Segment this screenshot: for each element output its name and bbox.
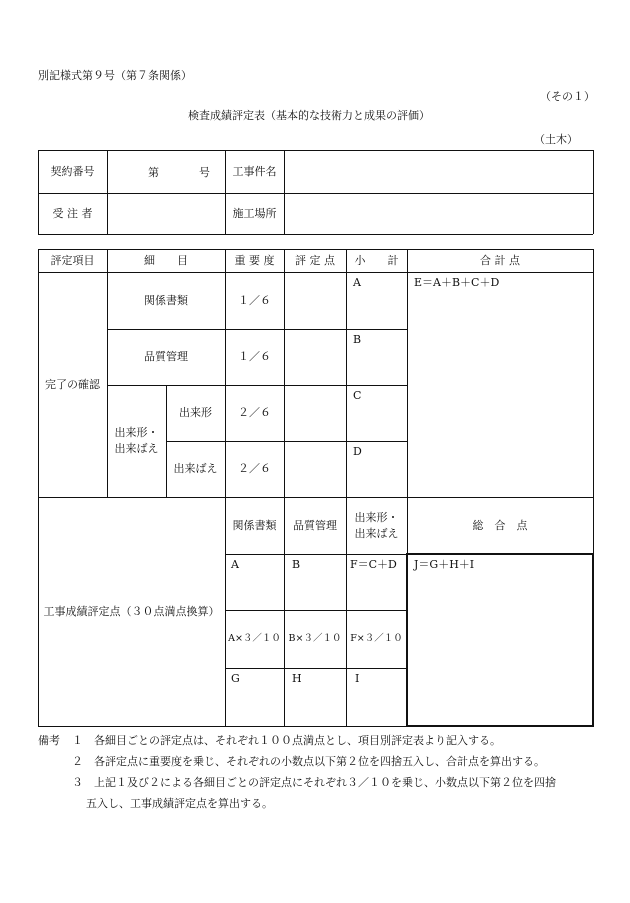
note-number: １	[72, 734, 83, 747]
summary-letter-f: F＝C＋D	[350, 558, 397, 571]
contract-number-label: 契約番号	[50, 164, 95, 178]
multiplier-a: A×３／１０	[228, 633, 281, 645]
construction-score-label: 工事成績評定点（３０点満点換算）	[43, 604, 220, 618]
detail-appearance: 出来ばえ	[173, 462, 218, 476]
subtotal-c: C	[353, 389, 362, 402]
summary-header-quality: 品質管理	[293, 518, 337, 532]
summary-letter-a: A	[231, 558, 239, 571]
overall-score-box[interactable]	[406, 553, 594, 727]
detail-form-appearance-group: 出来形・ 出来ばえ	[114, 426, 159, 455]
header-score: 評 定 点	[295, 253, 335, 267]
header-total: 合 計 点	[480, 253, 520, 267]
site-label: 施工場所	[232, 206, 277, 220]
header-weight: 重 要 度	[234, 253, 275, 267]
table-line	[38, 150, 593, 151]
table-line	[107, 150, 108, 234]
detail-quality: 品質管理	[144, 350, 188, 364]
weight-quality: １／６	[238, 350, 271, 364]
weight-form: ２／６	[238, 406, 271, 420]
note-continuation: 五入し、工事成績評定点を算出する。	[86, 797, 273, 810]
contract-suffix: 号	[199, 166, 210, 179]
project-name-label: 工事件名	[232, 164, 277, 178]
note-text: 各評定点に重要度を乗じ、それぞれの小数点以下第２位を四捨五入し、合計点を算出する。	[94, 755, 545, 768]
subtotal-a: A	[353, 276, 361, 289]
summary-letter-b: B	[292, 558, 301, 571]
overall-formula: J＝G＋H＋I	[414, 558, 475, 571]
form-number: 別記様式第９号（第７条関係）	[38, 69, 192, 82]
result-g: G	[231, 672, 240, 685]
table-line	[346, 249, 347, 497]
contractor-label: 受 注 者	[52, 206, 93, 220]
table-line	[38, 234, 593, 235]
category-label: （土木）	[534, 133, 578, 146]
note-text: 上記１及び２による各細目ごとの評定点にそれぞれ３／１０を乗じ、小数点以下第２位を四捨	[94, 776, 556, 789]
table-line	[284, 150, 285, 234]
table-line	[284, 249, 285, 497]
table-line	[38, 193, 593, 194]
weight-documents: １／６	[238, 293, 271, 307]
table-line	[593, 150, 594, 234]
summary-header-overall: 総 合 点	[472, 518, 528, 532]
header-detail: 細 目	[144, 253, 188, 267]
note-number: ３	[72, 776, 83, 789]
result-h: H	[292, 672, 302, 685]
notes-label: 備考	[38, 734, 60, 747]
detail-documents: 関係書類	[144, 293, 188, 307]
note-number: ２	[72, 755, 83, 768]
header-eval-item: 評定項目	[50, 253, 95, 267]
total-formula: E＝A＋B＋C＋D	[414, 276, 500, 289]
sheet-number: （その１）	[540, 90, 595, 103]
note-text: 各細目ごとの評定点は、それぞれ１００点満点とし、項目別評定表より記入する。	[94, 734, 501, 747]
table-line	[225, 668, 407, 669]
header-subtotal: 小 計	[354, 253, 399, 267]
weight-appearance: ２／６	[238, 462, 271, 476]
contract-prefix: 第	[148, 166, 159, 179]
summary-header-form: 出来形・ 出来ばえ	[354, 510, 399, 540]
multiplier-b: B×３／１０	[288, 633, 342, 645]
subtotal-b: B	[353, 333, 362, 346]
summary-header-docs: 関係書類	[232, 518, 277, 532]
detail-form: 出来形	[179, 406, 212, 420]
result-i: I	[355, 672, 360, 685]
subtotal-d: D	[353, 445, 362, 458]
table-line	[407, 249, 408, 497]
page-title: 検査成績評定表（基本的な技術力と成果の評価）	[188, 109, 430, 122]
category-completion-check: 完了の確認	[45, 377, 100, 391]
multiplier-f: F×３／１０	[350, 633, 403, 645]
